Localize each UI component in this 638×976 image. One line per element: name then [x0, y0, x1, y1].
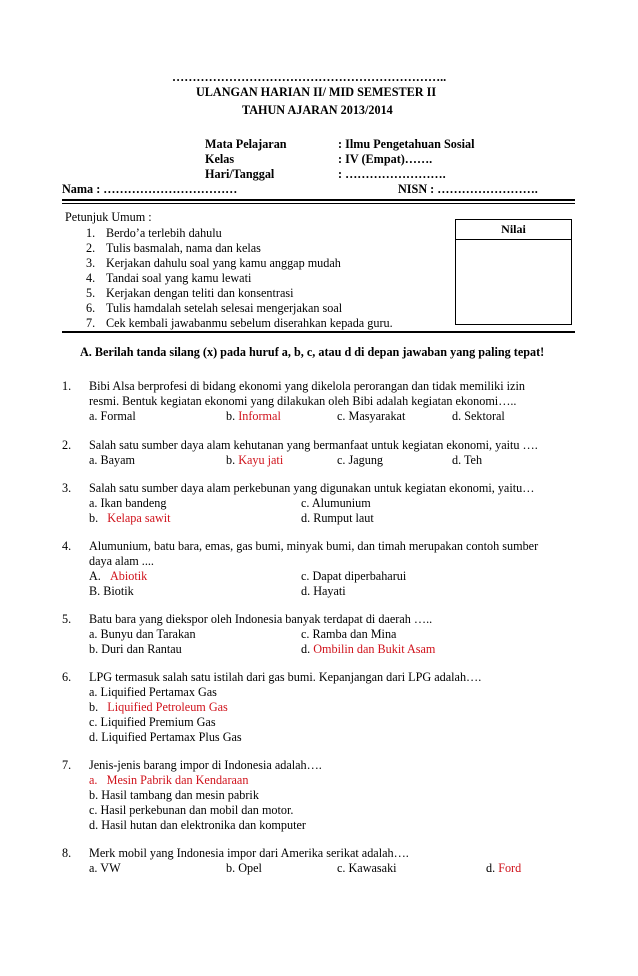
option-c[interactable]: c. Masyarakat	[337, 409, 406, 423]
option-b[interactable]: b. Hasil tambang dan mesin pabrik	[89, 788, 259, 802]
option-a[interactable]: A. Abiotik	[89, 569, 148, 583]
instruction-number: 6.	[86, 301, 96, 315]
question-number: 7.	[62, 758, 72, 772]
option-b[interactable]: b. Duri dan Rantau	[89, 642, 182, 656]
option-c[interactable]: c. Dapat diperbaharui	[301, 569, 407, 583]
instruction-number: 4.	[86, 271, 96, 285]
question-text: Salah satu sumber daya alam perkebunan yang digunakan untuk kegiatan ekonomi, yaitu…	[89, 481, 535, 495]
option-b[interactable]: B. Biotik	[89, 584, 134, 598]
nisn-field: NISN : …………………….	[398, 182, 538, 196]
question-number: 5.	[62, 612, 72, 626]
option-d[interactable]: d. Sektoral	[452, 409, 505, 423]
question-text: Bibi Alsa berprofesi di bidang ekonomi yang dikelola perorangan dan tidak memiliki izin	[89, 379, 525, 393]
name-field: Nama : ……………………………	[62, 182, 238, 196]
answer-key: Liquified Petroleum Gas	[107, 700, 228, 714]
option-b[interactable]: b. Kelapa sawit	[89, 511, 171, 525]
instruction-item: Kerjakan dahulu soal yang kamu anggap mudah	[106, 256, 341, 270]
option-b[interactable]: b. Liquified Petroleum Gas	[89, 700, 228, 714]
meta-label-date: Hari/Tanggal	[205, 167, 275, 181]
option-c[interactable]: c. Kawasaki	[337, 861, 397, 875]
instruction-item: Berdo’a terlebih dahulu	[106, 226, 222, 240]
meta-value-date: : …………………….	[338, 167, 446, 181]
option-c[interactable]: c. Ramba dan Mina	[301, 627, 397, 641]
option-c[interactable]: c. Alumunium	[301, 496, 371, 510]
divider-bottom	[62, 331, 575, 333]
exam-title: ULANGAN HARIAN II/ MID SEMESTER II	[196, 85, 437, 99]
instruction-item: Tandai soal yang kamu lewati	[106, 271, 252, 285]
answer-key: Kayu jati	[238, 453, 284, 467]
score-box	[455, 219, 572, 325]
question-text: Batu bara yang diekspor oleh Indonesia banyak terdapat di daerah …..	[89, 612, 433, 626]
question-text: Jenis-jenis barang impor di Indonesia adalah….	[89, 758, 322, 772]
section-a-heading: A. Berilah tanda silang (x) pada huruf a, b, c, atau d di depan jawaban yang paling tepat!	[80, 345, 545, 359]
option-a[interactable]: a. Liquified Pertamax Gas	[89, 685, 217, 699]
option-d[interactable]: d. Rumput laut	[301, 511, 374, 525]
option-a[interactable]: a. Bayam	[89, 453, 136, 467]
option-a[interactable]: a. Mesin Pabrik dan Kendaraan	[89, 773, 249, 787]
instruction-item: Kerjakan dengan teliti dan konsentrasi	[106, 286, 294, 300]
instruction-number: 5.	[86, 286, 96, 300]
question-number: 2.	[62, 438, 72, 452]
option-c[interactable]: c. Liquified Premium Gas	[89, 715, 216, 729]
question-text: Alumunium, batu bara, emas, gas bumi, minyak bumi, dan timah merupakan contoh sumber	[89, 539, 539, 553]
question-number: 1.	[62, 379, 72, 393]
option-a[interactable]: a. VW	[89, 861, 121, 875]
question-text: resmi. Bentuk kegiatan ekonomi yang dilakukan oleh Bibi adalah kegiatan ekonomi…..	[89, 394, 517, 408]
option-a[interactable]: a. Bunyu dan Tarakan	[89, 627, 196, 641]
question-number: 8.	[62, 846, 72, 860]
option-d[interactable]: d. Ford	[486, 861, 522, 875]
school-year: TAHUN AJARAN 2013/2014	[242, 103, 393, 117]
answer-key: Ombilin dan Bukit Asam	[313, 642, 436, 656]
meta-label-class: Kelas	[205, 152, 235, 166]
header-dots: …………………………………………………………..	[172, 70, 447, 84]
instructions-title: Petunjuk Umum :	[65, 210, 152, 224]
option-a[interactable]: a. Ikan bandeng	[89, 496, 167, 510]
option-d[interactable]: d. Ombilin dan Bukit Asam	[301, 642, 436, 656]
question-text: daya alam ....	[89, 554, 154, 568]
divider-top-thin	[62, 203, 575, 204]
instruction-item: Cek kembali jawabanmu sebelum diserahkan kepada guru.	[106, 316, 393, 330]
question-number: 4.	[62, 539, 72, 553]
question-text: Salah satu sumber daya alam kehutanan yang bermanfaat untuk kegiatan ekonomi, yaitu ….	[89, 438, 538, 452]
score-label: Nilai	[456, 220, 571, 240]
question-text: Merk mobil yang Indonesia impor dari Amerika serikat adalah….	[89, 846, 409, 860]
option-c[interactable]: c. Hasil perkebunan dan mobil dan motor.	[89, 803, 294, 817]
answer-key: Kelapa sawit	[107, 511, 171, 525]
option-b[interactable]: b. Kayu jati	[226, 453, 284, 467]
question-text: LPG termasuk salah satu istilah dari gas bumi. Kepanjangan dari LPG adalah….	[89, 670, 482, 684]
answer-key: Abiotik	[110, 569, 148, 583]
option-b[interactable]: b. Opel	[226, 861, 262, 875]
option-d[interactable]: d. Hasil hutan dan elektronika dan komputer	[89, 818, 306, 832]
instruction-number: 2.	[86, 241, 96, 255]
instruction-item: Tulis hamdalah setelah selesai mengerjakan soal	[106, 301, 343, 315]
answer-key: Informal	[238, 409, 281, 423]
meta-value-class: : IV (Empat)…….	[338, 152, 433, 166]
instruction-item: Tulis basmalah, nama dan kelas	[106, 241, 261, 255]
question-number: 3.	[62, 481, 72, 495]
answer-key: Ford	[498, 861, 522, 875]
instruction-number: 7.	[86, 316, 96, 330]
divider-top	[62, 199, 575, 201]
instruction-number: 3.	[86, 256, 96, 270]
question-number: 6.	[62, 670, 72, 684]
option-d[interactable]: d. Hayati	[301, 584, 346, 598]
answer-key: Mesin Pabrik dan Kendaraan	[106, 773, 249, 787]
option-d[interactable]: d. Teh	[452, 453, 483, 467]
meta-label-subject: Mata Pelajaran	[205, 137, 287, 151]
option-a[interactable]: a. Formal	[89, 409, 136, 423]
option-c[interactable]: c. Jagung	[337, 453, 384, 467]
option-b[interactable]: b. Informal	[226, 409, 281, 423]
option-d[interactable]: d. Liquified Pertamax Plus Gas	[89, 730, 242, 744]
instruction-number: 1.	[86, 226, 96, 240]
meta-value-subject: : Ilmu Pengetahuan Sosial	[338, 137, 475, 151]
